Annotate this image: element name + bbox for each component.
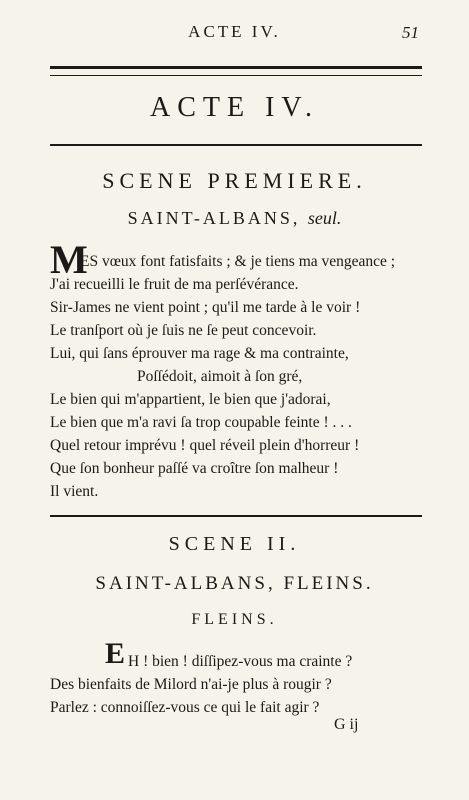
verse-line: Des bienfaits de Milord n'ai-je plus à rougir ?: [50, 676, 332, 693]
verse-line: H ! bien ! diſſipez-vous ma crainte ?: [128, 653, 353, 670]
signature-mark: G ij: [334, 716, 359, 733]
act-divider-rule: [50, 144, 422, 146]
scene-2-cast: SAINT-ALBANS, FLEINS.: [95, 573, 374, 594]
scene-1-title: SCENE PREMIERE.: [102, 168, 367, 193]
verse-line: Quel retour imprévu ! quel réveil plein d'horreur !: [50, 437, 360, 454]
scene-2-dropcap: E: [105, 637, 126, 670]
scene-1-dropcap: M: [50, 237, 88, 282]
verse-line: Sir-James ne vient point ; qu'il me tarde à le voir !: [50, 299, 361, 316]
verse-line: Parlez : connoiſſez-vous ce qui le fait agir ?: [50, 699, 320, 716]
running-head-title: ACTE IV.: [188, 22, 281, 41]
running-head: [0, 22, 469, 46]
header-double-rule: [50, 66, 422, 76]
verse-line: Lui, qui ſans éprouver ma rage & ma contrainte,: [50, 345, 349, 362]
act-title: ACTE IV.: [149, 92, 320, 123]
scene-divider-rule: [50, 515, 422, 517]
verse-line: Poſſédoit, aimoit à ſon gré,: [137, 368, 303, 385]
verse-line: Il vient.: [50, 483, 99, 500]
verse-line: Le bien qui m'appartient, le bien que j'adorai,: [50, 391, 331, 408]
verse-line: Le tranſport où je ſuis ne ſe peut concevoir.: [50, 322, 317, 339]
verse-line: J'ai recueilli le fruit de ma perſévérance.: [50, 276, 299, 293]
scene-1-cast: [0, 208, 469, 229]
verse-line: Le bien que m'a ravi ſa trop coupable feinte ! . . .: [50, 414, 352, 431]
scene-1-cast-note: seul.: [307, 208, 342, 228]
scene-2-title: SCENE II.: [168, 533, 301, 555]
verse-line: ES vœux font fatisfaits ; & je tiens ma vengeance ;: [80, 253, 396, 270]
verse-line: Que ſon bonheur paſſé va croître ſon malheur !: [50, 460, 339, 477]
speaker-name: FLEINS.: [191, 611, 278, 628]
page-number: 51: [402, 23, 419, 42]
scene-1-cast-name: SAINT-ALBANS,: [127, 208, 301, 228]
